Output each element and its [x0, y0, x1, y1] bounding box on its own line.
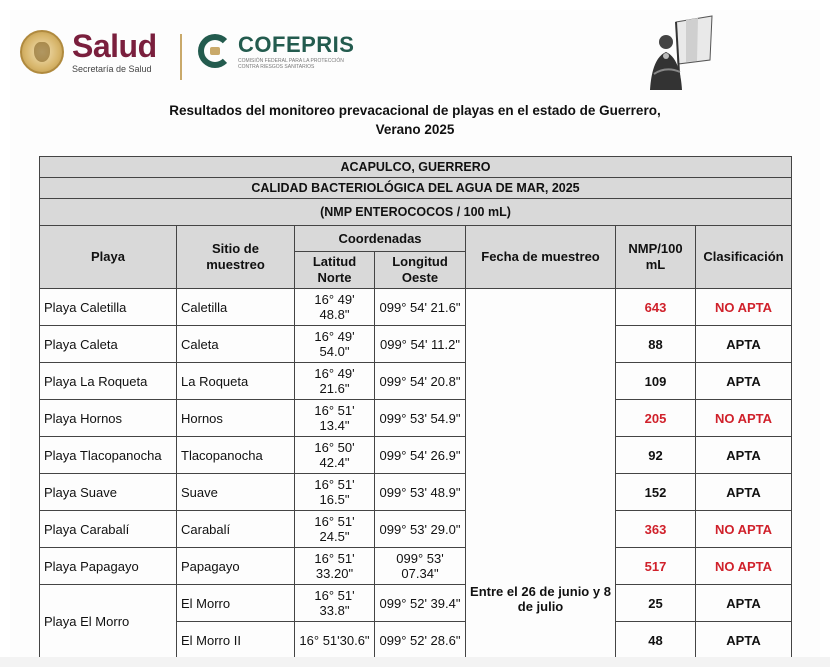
cell-longitud: 099° 54' 21.6" — [375, 289, 466, 326]
header-clasificacion: Clasificación — [696, 226, 792, 289]
header-playa: Playa — [40, 226, 177, 289]
woman-with-flag-icon — [640, 14, 716, 92]
cell-playa: Playa Papagayo — [40, 548, 177, 585]
cell-latitud: 16° 51' 33.8" — [295, 585, 375, 622]
cell-latitud: 16° 51' 24.5" — [295, 511, 375, 548]
cell-playa: Playa Caletilla — [40, 289, 177, 326]
cell-nmp: 643 — [616, 289, 696, 326]
cell-nmp: 92 — [616, 437, 696, 474]
cell-nmp: 363 — [616, 511, 696, 548]
cell-playa: Playa El Morro — [40, 585, 177, 659]
cell-latitud: 16° 51' 16.5" — [295, 474, 375, 511]
header-longitud: Longitud Oeste — [375, 252, 466, 289]
cell-sitio: Suave — [177, 474, 295, 511]
document-header — [0, 0, 830, 92]
cell-clasificacion: NO APTA — [696, 400, 792, 437]
header-latitud: Latitud Norte — [295, 252, 375, 289]
table-row — [40, 363, 792, 400]
title-line-2: Verano 2025 — [375, 122, 455, 137]
logo-divider — [180, 34, 182, 80]
cell-sitio: El Morro II — [177, 622, 295, 659]
table-row — [40, 400, 792, 437]
title-line-1: Resultados del monitoreo prevacacional de playas en el estado de Guerrero, — [169, 103, 661, 118]
cell-clasificacion: NO APTA — [696, 289, 792, 326]
cell-nmp: 109 — [616, 363, 696, 400]
cell-clasificacion: APTA — [696, 363, 792, 400]
cell-playa: Playa Suave — [40, 474, 177, 511]
cell-nmp: 517 — [616, 548, 696, 585]
cell-sitio: Caletilla — [177, 289, 295, 326]
cell-fecha: Entre el 26 de junio y 8 de julio — [466, 289, 616, 659]
cell-latitud: 16° 49' 21.6" — [295, 363, 375, 400]
cell-longitud: 099° 52' 28.6" — [375, 622, 466, 659]
cell-sitio: Tlacopanocha — [177, 437, 295, 474]
cell-latitud: 16° 49' 48.8" — [295, 289, 375, 326]
cell-latitud: 16° 51' 13.4" — [295, 400, 375, 437]
table-band-location: ACAPULCO, GUERRERO — [40, 157, 792, 178]
cell-clasificacion: NO APTA — [696, 548, 792, 585]
cell-longitud: 099° 54' 11.2" — [375, 326, 466, 363]
cell-sitio: Caleta — [177, 326, 295, 363]
cofepris-logo — [198, 32, 358, 70]
cell-sitio: La Roqueta — [177, 363, 295, 400]
cell-nmp: 25 — [616, 585, 696, 622]
cofepris-name: COFEPRIS — [238, 32, 355, 57]
page-bottom-edge — [0, 657, 830, 667]
cell-clasificacion: APTA — [696, 474, 792, 511]
cell-playa: Playa Hornos — [40, 400, 177, 437]
salud-logo — [20, 30, 157, 74]
cell-longitud: 099° 53' 48.9" — [375, 474, 466, 511]
mexico-seal-icon — [20, 30, 64, 74]
table-row — [40, 585, 792, 622]
results-table-wrapper — [39, 156, 792, 659]
table-row — [40, 289, 792, 326]
cell-clasificacion: APTA — [696, 585, 792, 622]
cell-latitud: 16° 49' 54.0" — [295, 326, 375, 363]
cell-playa: Playa Caleta — [40, 326, 177, 363]
table-band-units: (NMP ENTEROCOCOS / 100 mL) — [40, 199, 792, 226]
results-table — [39, 156, 792, 659]
cell-sitio: Papagayo — [177, 548, 295, 585]
cell-longitud: 099° 54' 26.9" — [375, 437, 466, 474]
header-fecha: Fecha de muestreo — [466, 226, 616, 289]
cell-sitio: El Morro — [177, 585, 295, 622]
cell-sitio: Carabalí — [177, 511, 295, 548]
cell-longitud: 099° 53' 54.9" — [375, 400, 466, 437]
cell-playa: Playa La Roqueta — [40, 363, 177, 400]
cell-nmp: 152 — [616, 474, 696, 511]
cell-longitud: 099° 53' 29.0" — [375, 511, 466, 548]
cell-clasificacion: APTA — [696, 622, 792, 659]
cell-nmp: 88 — [616, 326, 696, 363]
salud-subtitle: Secretaría de Salud — [72, 64, 152, 74]
table-row — [40, 474, 792, 511]
cell-nmp: 205 — [616, 400, 696, 437]
cell-longitud: 099° 52' 39.4" — [375, 585, 466, 622]
cell-longitud: 099° 54' 20.8" — [375, 363, 466, 400]
table-row — [40, 548, 792, 585]
cell-clasificacion: APTA — [696, 326, 792, 363]
cell-nmp: 48 — [616, 622, 696, 659]
cell-playa: Playa Carabalí — [40, 511, 177, 548]
cell-latitud: 16° 51' 33.20" — [295, 548, 375, 585]
cell-clasificacion: APTA — [696, 437, 792, 474]
table-band-quality: CALIDAD BACTERIOLÓGICA DEL AGUA DE MAR, 2025 — [40, 178, 792, 199]
header-nmp: NMP/100 mL — [616, 226, 696, 289]
table-row — [40, 511, 792, 548]
cell-longitud: 099° 53' 07.34" — [375, 548, 466, 585]
cell-playa: Playa Tlacopanocha — [40, 437, 177, 474]
header-coordenadas: Coordenadas — [295, 226, 466, 252]
header-sitio: Sitio de muestreo — [177, 226, 295, 289]
table-row — [40, 437, 792, 474]
cell-latitud: 16° 50' 42.4" — [295, 437, 375, 474]
cofepris-emblem-icon — [198, 34, 232, 68]
cell-sitio: Hornos — [177, 400, 295, 437]
cell-clasificacion: NO APTA — [696, 511, 792, 548]
cofepris-subtitle: COMISIÓN FEDERAL PARA LA PROTECCIÓN CONTRA RIESGOS SANITARIOS — [238, 58, 344, 70]
salud-name: Salud — [72, 28, 157, 64]
table-row — [40, 326, 792, 363]
document-title — [0, 101, 830, 139]
cell-latitud: 16° 51'30.6" — [295, 622, 375, 659]
